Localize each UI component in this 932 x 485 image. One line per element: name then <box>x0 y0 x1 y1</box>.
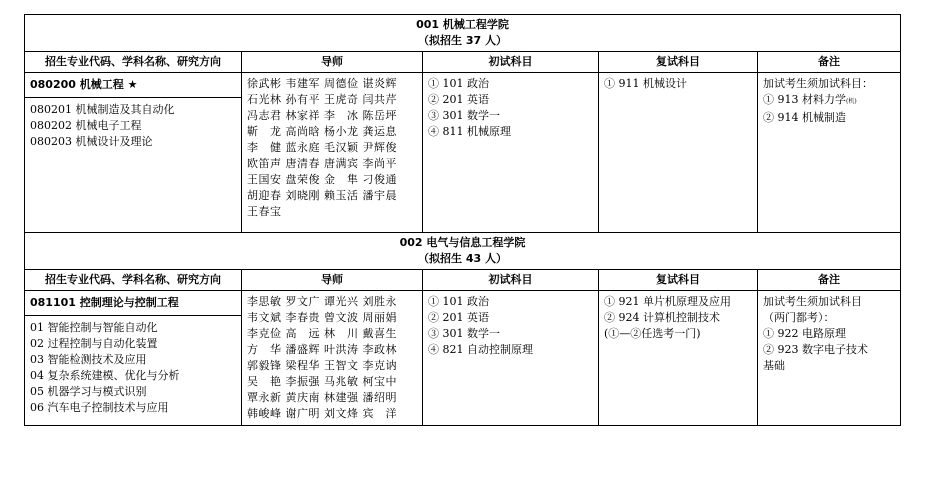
advisor-line: 徐武彬 韦建军 周德俭 谌炎辉 <box>247 77 397 90</box>
advisor-line: 胡迎春 刘晓刚 赖玉活 潘宇晨 <box>247 189 397 202</box>
major-cell <box>25 291 242 426</box>
college-title-cell <box>25 233 901 270</box>
note-line: ① 922 电路原理 <box>763 327 846 340</box>
advisor-line: 王国安 盘荣俊 金 隼 刁俊通 <box>247 173 397 186</box>
exam-item: ③ 301 数学一 <box>428 327 500 340</box>
admission-table <box>24 14 901 426</box>
note-line: ② 914 机械制造 <box>763 111 846 124</box>
header-note: 备注 <box>758 270 901 291</box>
note-line: ② 923 数字电子技术 <box>763 343 868 356</box>
advisor-line: 韦文斌 李春贵 曾文波 周丽娟 <box>247 311 397 324</box>
retest-item: ② 924 计算机控制技术 <box>604 311 720 324</box>
advisor-line: 靳 龙 高尚晗 杨小龙 龚运息 <box>247 125 397 138</box>
exam-item: ④ 821 自动控制原理 <box>428 343 533 356</box>
direction-item: 02 过程控制与自动化装置 <box>30 337 158 350</box>
column-header-row <box>25 52 901 73</box>
note-line: 基础 <box>763 359 785 372</box>
note-line: （两门都考）： <box>763 311 835 324</box>
direction-item: 080203 机械设计及理论 <box>30 135 153 148</box>
retest-item: ① 911 机械设计 <box>604 77 687 90</box>
major-cell <box>25 73 242 233</box>
direction-item: 03 智能检测技术及应用 <box>30 353 147 366</box>
note-cell <box>758 73 901 233</box>
exam-item: ① 101 政治 <box>428 77 489 90</box>
advisor-cell <box>242 73 423 233</box>
retest-item: ① 921 单片机原理及应用 <box>604 295 731 308</box>
advisor-line: 冯志君 林家祥 李 冰 陈岳坪 <box>247 109 397 122</box>
advisor-line: 韩峻峰 谢广明 刘文烽 宾 洋 <box>247 407 397 420</box>
header-retest: 复试科目 <box>599 270 758 291</box>
college-header <box>25 15 901 52</box>
retest-cell <box>599 73 758 233</box>
exam-item: ④ 811 机械原理 <box>428 125 511 138</box>
direction-item: 080202 机械电子工程 <box>30 119 142 132</box>
header-major: 招生专业代码、学科名称、研究方向 <box>25 52 242 73</box>
direction-item: 05 机器学习与模式识别 <box>30 385 147 398</box>
exam-cell <box>423 73 599 233</box>
note-small: (机) <box>846 98 857 105</box>
advisor-line: 李思敏 罗文广 谭光兴 刘胜永 <box>247 295 397 308</box>
exam-item: ① 101 政治 <box>428 295 489 308</box>
advisor-line: 石光林 孙有平 王虎奇 闫共芹 <box>247 93 397 106</box>
header-major: 招生专业代码、学科名称、研究方向 <box>25 270 242 291</box>
note-line: 加试考生须加试科目： <box>763 77 873 90</box>
advisor-cell <box>242 291 423 426</box>
column-header-row <box>25 270 901 291</box>
college-quota: （拟招生 43 人） <box>418 252 507 265</box>
major-name: 080200 机械工程 ★ <box>25 73 241 98</box>
exam-item: ③ 301 数学一 <box>428 109 500 122</box>
direction-item: 06 汽车电子控制技术与应用 <box>30 401 169 414</box>
exam-cell <box>423 291 599 426</box>
advisor-line: 郭毅锋 梁程华 王智文 李克讷 <box>247 359 397 372</box>
admission-document <box>24 14 900 426</box>
advisor-line: 方 华 潘盛辉 叶洪涛 李政林 <box>247 343 397 356</box>
advisor-line: 李 健 蓝永庭 毛汉颖 尹辉俊 <box>247 141 397 154</box>
advisor-line: 覃永新 黄庆南 林建强 潘绍明 <box>247 391 397 404</box>
table-row <box>25 291 901 426</box>
retest-cell <box>599 291 758 426</box>
table-row <box>25 73 901 233</box>
header-advisor: 导师 <box>242 270 423 291</box>
note-line: 加试考生须加试科目 <box>763 295 862 308</box>
college-title: 001 机械工程学院 <box>416 18 509 31</box>
major-name: 081101 控制理论与控制工程 <box>25 291 241 316</box>
college-title-cell <box>25 15 901 52</box>
note-text: ① 913 材料力学 <box>763 93 846 106</box>
header-exam: 初试科目 <box>423 52 599 73</box>
direction-item: 01 智能控制与智能自动化 <box>30 321 158 334</box>
advisor-line: 欧笛声 唐清春 唐满宾 李尚平 <box>247 157 397 170</box>
direction-item: 04 复杂系统建模、优化与分析 <box>30 369 180 382</box>
college-title: 002 电气与信息工程学院 <box>399 236 526 249</box>
college-quota: （拟招生 37 人） <box>418 34 507 47</box>
header-note: 备注 <box>758 52 901 73</box>
advisor-line: 吴 艳 李振强 马兆敏 柯宝中 <box>247 375 397 388</box>
direction-item: 080201 机械制造及其自动化 <box>30 103 175 116</box>
note-cell <box>758 291 901 426</box>
header-retest: 复试科目 <box>599 52 758 73</box>
exam-item: ② 201 英语 <box>428 93 489 106</box>
header-advisor: 导师 <box>242 52 423 73</box>
retest-item: (①—②任选考一门) <box>604 327 701 340</box>
advisor-line: 李克俭 高 远 林 川 戴喜生 <box>247 327 397 340</box>
header-exam: 初试科目 <box>423 270 599 291</box>
exam-item: ② 201 英语 <box>428 311 489 324</box>
college-header <box>25 233 901 270</box>
advisor-line: 王春宝 <box>247 205 282 218</box>
note-line <box>763 92 895 110</box>
